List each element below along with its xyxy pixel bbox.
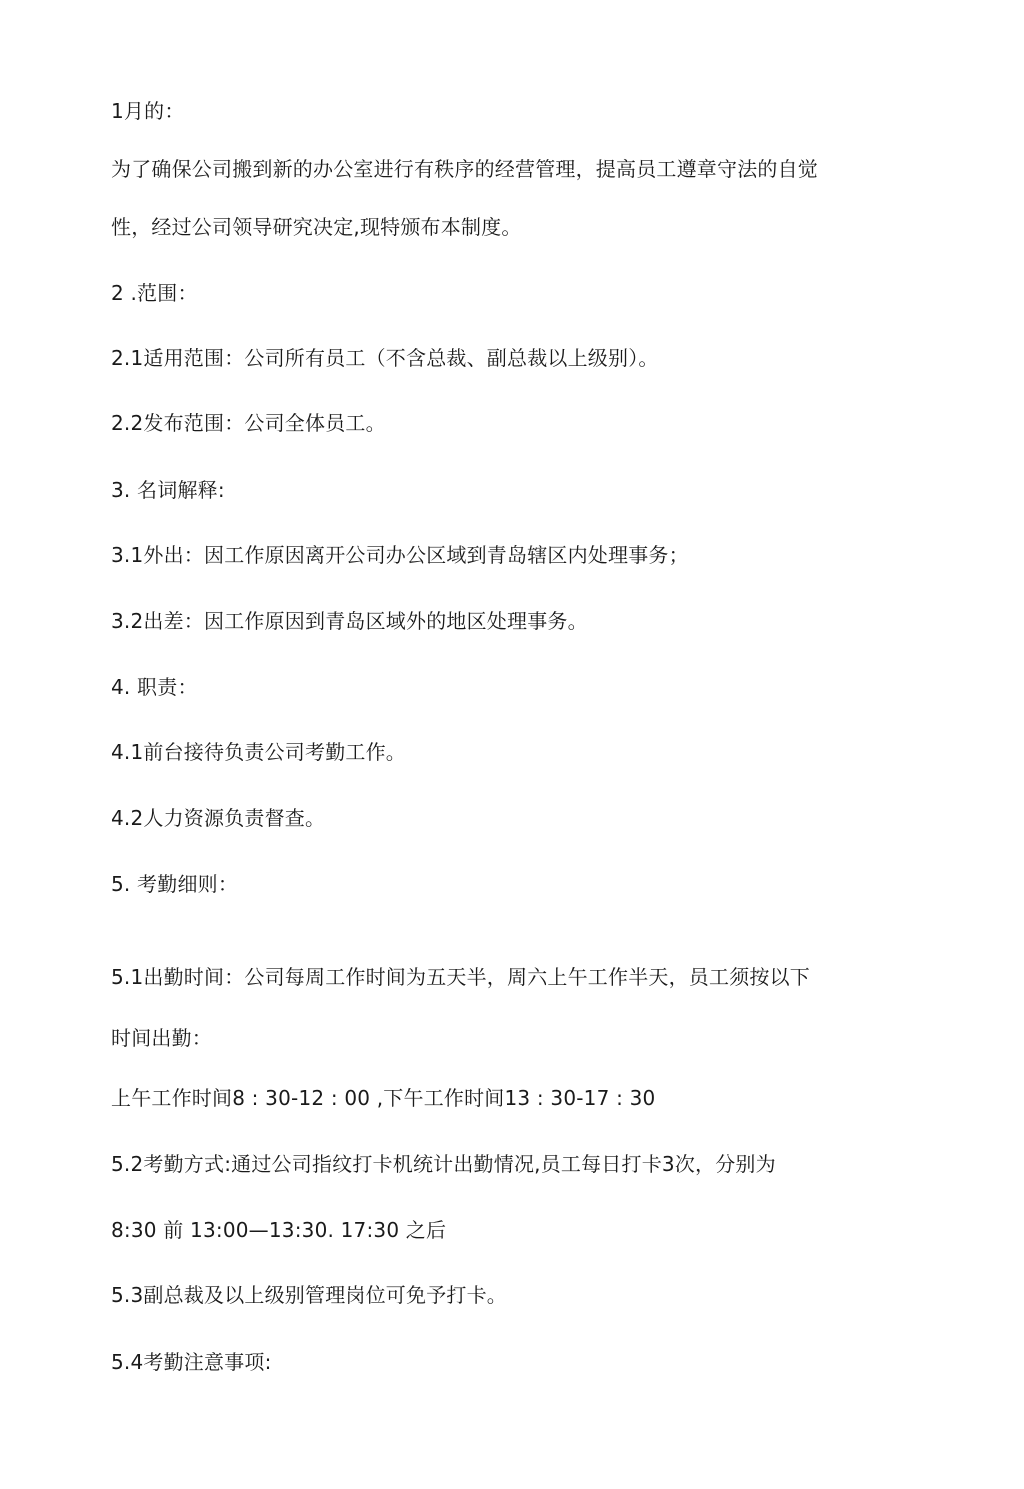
item-publication-scope: 2.2发布范围：公司全体员工。 xyxy=(111,411,386,435)
heading-attendance-rules: 5. 考勤细则： xyxy=(111,872,239,896)
heading-responsibilities: 4. 职责： xyxy=(111,675,198,699)
heading-definitions: 3. 名词解释: xyxy=(111,478,225,502)
item-work-hours-line-1: 5.1出勤时间：公司每周工作时间为五天半，周六上午工作半天，员工须按以下 xyxy=(111,965,811,989)
item-work-hours-line-2: 时间出勤： xyxy=(111,1026,212,1050)
paragraph-purpose-line-1: 为了确保公司搬到新的办公室进行有秩序的经营管理，提高员工遵章守法的自觉 xyxy=(111,157,818,181)
item-attendance-method-line-1: 5.2考勤方式:通过公司指纹打卡机统计出勤情况,员工每日打卡3次，分别为 xyxy=(111,1152,776,1176)
heading-attendance-notes: 5.4考勤注意事项: xyxy=(111,1350,272,1374)
heading-scope: 2 .范围： xyxy=(111,281,198,305)
work-schedule: 上午工作时间8 : 30-12 : 00 ,下午工作时间13 : 30-17 : 30 xyxy=(111,1086,656,1110)
heading-purpose: 1月的： xyxy=(111,99,185,123)
item-hr-duty: 4.2人力资源负责督查。 xyxy=(111,806,326,830)
paragraph-purpose-line-2: 性，经过公司领导研究决定,现特颁布本制度。 xyxy=(111,215,522,239)
item-reception-duty: 4.1前台接待负责公司考勤工作。 xyxy=(111,740,407,764)
item-attendance-method-line-2: 8:30 前 13:00—13:30. 17:30 之后 xyxy=(111,1218,447,1242)
item-exemption: 5.3副总裁及以上级别管理岗位可免予打卡。 xyxy=(111,1283,508,1307)
item-definition-business-trip: 3.2出差：因工作原因到青岛区域外的地区处理事务。 xyxy=(111,609,588,633)
item-definition-outing: 3.1外出：因工作原因离开公司办公区域到青岛辖区内处理事务； xyxy=(111,543,689,567)
item-applicable-scope: 2.1适用范围：公司所有员工（不含总裁、副总裁以上级别）。 xyxy=(111,346,659,370)
